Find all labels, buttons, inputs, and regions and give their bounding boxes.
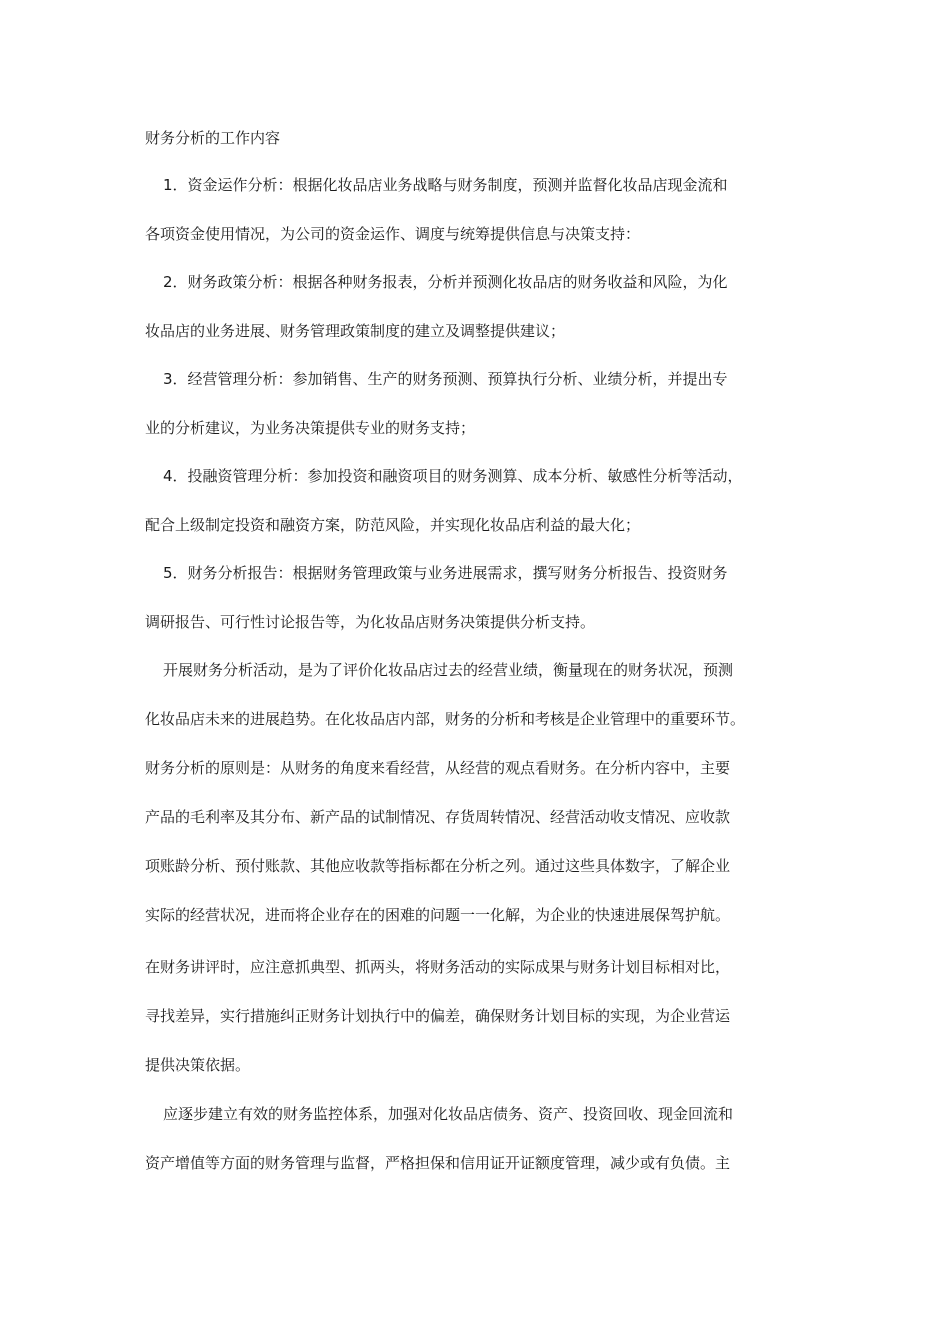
- paragraph-line: 产品的毛利率及其分布、新产品的试制情况、存货周转情况、经营活动收支情况、应收款: [145, 808, 731, 826]
- paragraph-line: 财务分析的原则是：从财务的角度来看经营，从经营的观点看财务。在分析内容中，主要: [145, 759, 731, 777]
- paragraph-line: 4．投融资管理分析：参加投资和融资项目的财务测算、成本分析、敏感性分析等活动，: [163, 467, 743, 485]
- paragraph-line: 化妆品店未来的进展趋势。在化妆品店内部，财务的分析和考核是企业管理中的重要环节。: [145, 710, 746, 728]
- paragraph-line: 2．财务政策分析：根据各种财务报表，分析并预测化妆品店的财务收益和风险，为化: [163, 273, 728, 291]
- paragraph-line: 1．资金运作分析：根据化妆品店业务战略与财务制度，预测并监督化妆品店现金流和: [163, 176, 728, 194]
- paragraph-line: 实际的经营状况，进而将企业存在的困难的问题一一化解，为企业的快速进展保驾护航。: [145, 906, 731, 924]
- paragraph-line: 开展财务分析活动，是为了评价化妆品店过去的经营业绩，衡量现在的财务状况，预测: [163, 661, 734, 679]
- paragraph-line: 调研报告、可行性讨论报告等，为化妆品店财务决策提供分析支持。: [145, 613, 596, 631]
- paragraph-line: 资产增值等方面的财务管理与监督，严格担保和信用证开证额度管理，减少或有负债。主: [145, 1154, 731, 1172]
- document-title: 财务分析的工作内容: [145, 129, 281, 147]
- paragraph-line: 项账龄分析、预付账款、其他应收款等指标都在分析之列。通过这些具体数字，了解企业: [145, 857, 731, 875]
- paragraph-line: 在财务讲评时，应注意抓典型、抓两头，将财务活动的实际成果与财务计划目标相对比，: [145, 958, 731, 976]
- paragraph-line: 各项资金使用情况，为公司的资金运作、调度与统筹提供信息与决策支持：: [145, 225, 641, 243]
- paragraph-line: 3．经营管理分析：参加销售、生产的财务预测、预算执行分析、业绩分析，并提出专: [163, 370, 728, 388]
- paragraph-line: 业的分析建议，为业务决策提供专业的财务支持；: [145, 419, 476, 437]
- paragraph-line: 妆品店的业务进展、财务管理政策制度的建立及调整提供建议；: [145, 322, 566, 340]
- paragraph-line: 寻找差异，实行措施纠正财务计划执行中的偏差，确保财务计划目标的实现，为企业营运: [145, 1007, 731, 1025]
- paragraph-line: 配合上级制定投资和融资方案，防范风险，并实现化妆品店利益的最大化；: [145, 516, 641, 534]
- paragraph-line: 5．财务分析报告：根据财务管理政策与业务进展需求，撰写财务分析报告、投资财务: [163, 564, 728, 582]
- paragraph-line: 提供决策依据。: [145, 1056, 251, 1074]
- paragraph-line: 应逐步建立有效的财务监控体系，加强对化妆品店债务、资产、投资回收、现金回流和: [163, 1105, 734, 1123]
